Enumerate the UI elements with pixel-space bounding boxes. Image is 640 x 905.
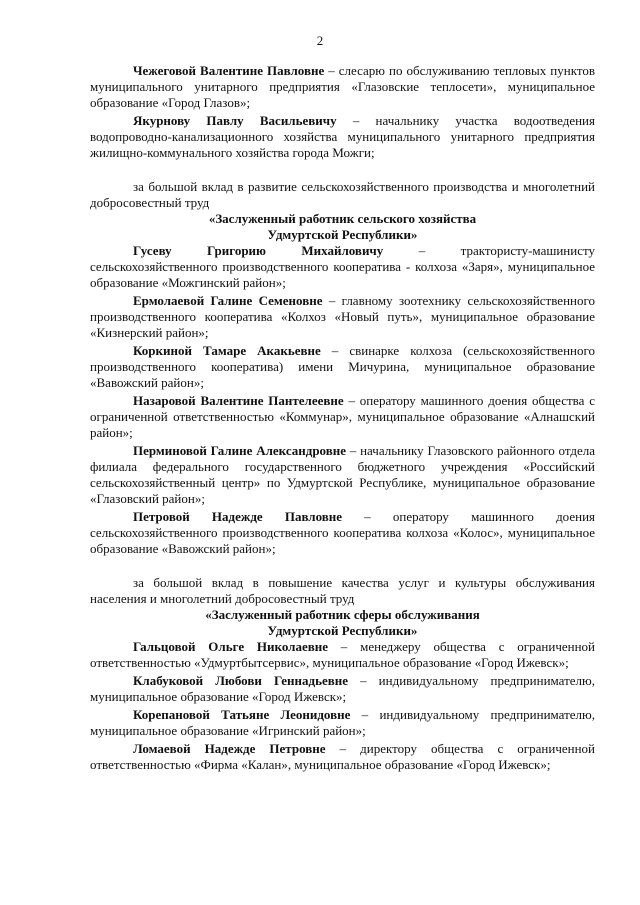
recipient-description: – начальнику участка водоотведения водопроводно-канализационного хозяйства муниципального унитарного предприятия жилищно-коммунального хозяйства города Можги; <box>90 113 595 160</box>
recipient-name: Перминовой Галине Александровне <box>133 443 347 458</box>
award-entry <box>90 393 595 441</box>
award-entry <box>90 707 595 739</box>
recipient-name: Назаровой Валентине Пантелеевне <box>133 393 344 408</box>
recipient-description: – главному зоотехнику сельскохозяйственного производственного кооператива «Колхоз «Новый путь», муниципальное образование «Кизнерский район»; <box>90 293 595 340</box>
recipient-name: Гусеву Григорию Михайловичу <box>133 243 384 258</box>
section-intro: за большой вклад в развитие сельскохозяйственного производства и многолетний добросовестный труд <box>90 179 595 210</box>
recipient-description: – свинарке колхоза (сельскохозяйственного производственного кооператива) имени Мичурина, муниципальное образование «Вавожский район»; <box>90 343 595 390</box>
recipient-name: Петровой Надежде Павловне <box>133 509 343 524</box>
recipient-description: – слесарю по обслуживанию тепловых пунктов муниципального унитарного предприятия «Глазовские теплосети», муниципальное образование «Город Глазов»; <box>90 63 595 110</box>
recipient-description: – менеджеру общества с ограниченной ответственностью «Удмуртбытсервис», муниципальное образование «Город Ижевск»; <box>90 639 595 670</box>
recipient-name: Ломаевой Надежде Петровне <box>133 741 326 756</box>
recipient-name: Чежеговой Валентине Павловне <box>133 63 325 78</box>
recipient-description: – оператору машинного доения сельскохозяйственного производственного кооператива колхоза «Колос», муниципальное образование «Вавожский район»; <box>90 509 596 556</box>
award-title-line: Удмуртской Республики» <box>267 623 418 638</box>
award-title <box>90 607 595 639</box>
award-entry <box>90 113 595 161</box>
recipient-description: – начальнику Глазовского районного отдела филиала федерального государственного бюджетного учреждения «Российский сельскохозяйственный центр» по Удмуртской Республике, муниципальное образование «Глазовский район»; <box>90 443 596 506</box>
document-body <box>90 63 595 775</box>
recipient-name: Клабуковой Любови Геннадьевне <box>133 673 348 688</box>
award-entry <box>90 343 595 391</box>
award-entry <box>90 63 595 111</box>
recipient-name: Якурнову Павлу Васильевичу <box>133 113 337 128</box>
award-entry <box>90 443 595 507</box>
award-title-line: «Заслуженный работник сельского хозяйства <box>208 211 477 226</box>
award-entry <box>90 673 595 705</box>
section-intro: за большой вклад в повышение качества услуг и культуры обслуживания населения и многолетний добросовестный труд <box>90 575 595 606</box>
recipient-description: – директору общества с ограниченной ответственностью «Фирма «Калан», муниципальное образование «Город Ижевск»; <box>90 741 595 772</box>
section-gap <box>90 163 595 179</box>
award-entry <box>90 741 595 773</box>
section-gap <box>90 559 595 575</box>
award-entry <box>90 639 595 671</box>
award-title <box>90 211 595 243</box>
page-number: 2 <box>316 33 324 48</box>
recipient-description: – индивидуальному предпринимателю, муниципальное образование «Игринский район»; <box>90 707 595 738</box>
award-entry <box>90 509 595 557</box>
award-title-line: Удмуртской Республики» <box>267 227 418 242</box>
award-title-line: «Заслуженный работник сферы обслуживания <box>205 607 480 622</box>
award-entry <box>90 243 595 291</box>
recipient-name: Коркиной Тамаре Акакьевне <box>133 343 321 358</box>
recipient-name: Корепановой Татьяне Леонидовне <box>133 707 351 722</box>
award-entry <box>90 293 595 341</box>
recipient-name: Гальцовой Ольге Николаевне <box>133 639 328 654</box>
recipient-description: – индивидуальному предпринимателю, муниципальное образование «Город Ижевск»; <box>90 673 596 704</box>
recipient-description: – трактористу-машинисту сельскохозяйственного производственного кооператива - колхоза «Заря», муниципальное образование «Можгинский район»; <box>90 243 596 290</box>
recipient-name: Ермолаевой Галине Семеновне <box>133 293 323 308</box>
recipient-description: – оператору машинного доения общества с ограниченной ответственностью «Коммунар», муниципальное образование «Алнашский район»; <box>90 393 595 440</box>
